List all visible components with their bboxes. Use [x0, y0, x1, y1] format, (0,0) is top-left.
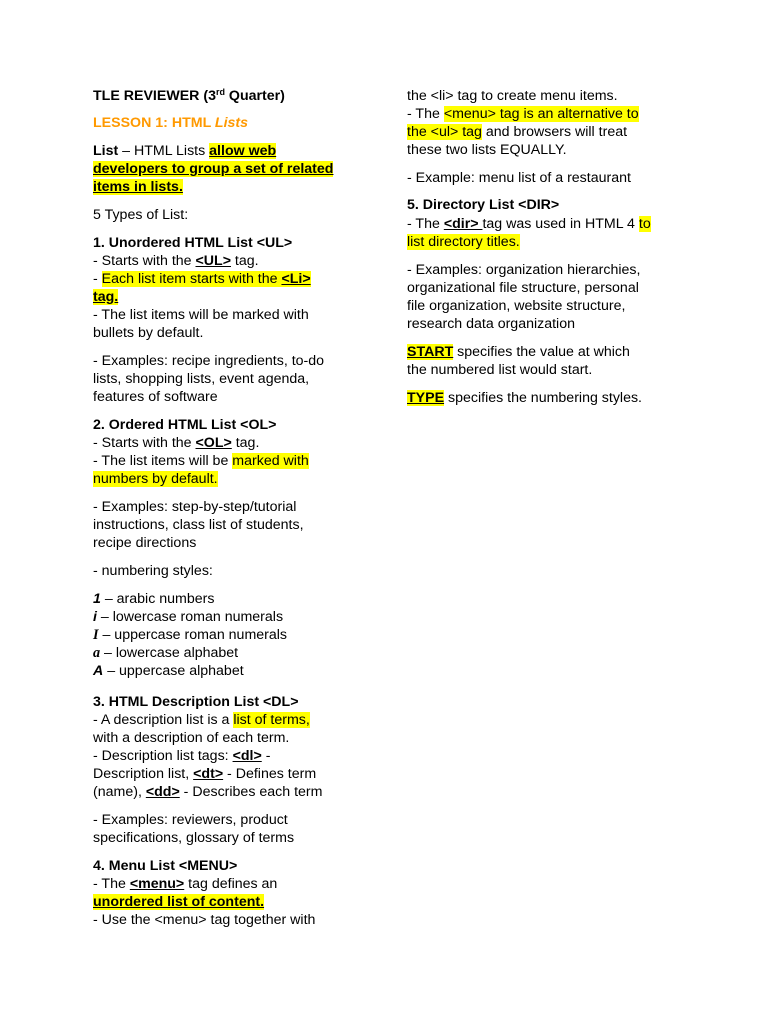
numbering-style-upper-alpha [93, 662, 244, 680]
lesson-heading-italic: Lists [214, 115, 249, 131]
dir-line-2-highlight: list directory titles. [407, 234, 520, 250]
dir-examples-2: organizational file structure, personal [407, 280, 639, 296]
intro-line-1 [93, 142, 276, 160]
dl-examples-1: - Examples: reviewers, product [93, 812, 288, 828]
menu-example: - Example: menu list of a restaurant [407, 170, 631, 186]
dl-line-1-highlight: list of terms, [233, 712, 310, 728]
dl-heading: 3. HTML Description List <DL> [93, 694, 299, 710]
ol-line-2-text: - The list items will be [93, 453, 233, 469]
numbering-style-lower-roman [93, 608, 283, 626]
menu-heading: 4. Menu List <MENU> [93, 858, 238, 874]
dl-line-3 [93, 747, 270, 765]
ol-line-1-text: - Starts with the [93, 435, 196, 451]
menu-line-2 [93, 893, 264, 911]
ol-line-1-suffix: tag. [231, 435, 260, 451]
ul-line-1-suffix: tag. [230, 253, 259, 269]
menu-line-4: the <li> tag to create menu items. [407, 88, 618, 104]
numbering-symbol: 1 [93, 591, 101, 607]
ol-examples-2: instructions, class list of students, [93, 517, 304, 533]
numbering-symbol: a [93, 645, 101, 661]
ol-heading: 2. Ordered HTML List <OL> [93, 417, 277, 433]
menu-line-3: - Use the <menu> tag together with [93, 912, 316, 928]
ul-examples-3: features of software [93, 389, 218, 405]
dd-tag: <dd> [145, 784, 180, 800]
dir-heading: 5. Directory List <DIR> [407, 197, 560, 213]
start-line-1-text: specifies the value at which [453, 344, 630, 360]
lesson-heading [93, 114, 248, 132]
dir-examples-4: research data organization [407, 316, 575, 332]
ul-line-2-dash: - [93, 271, 102, 287]
ol-examples-3: recipe directions [93, 535, 197, 551]
numbering-description: – arabic numbers [100, 591, 215, 607]
dl-examples-2: specifications, glossary of terms [93, 830, 295, 846]
ul-line-3 [93, 288, 118, 306]
start-term: START [407, 344, 454, 360]
dl-line-4 [93, 765, 316, 783]
intro-highlight-1: allow web [209, 143, 277, 159]
dir-line-1 [407, 215, 651, 233]
numbering-style-arabic [93, 590, 214, 608]
numbering-symbol: i [93, 609, 97, 625]
intro-highlight-2: developers to group a set of related [93, 161, 334, 177]
ul-line-5: bullets by default. [93, 325, 204, 341]
lesson-heading-text: LESSON 1: HTML [93, 115, 215, 131]
dl-line-5-text: (name), [93, 784, 146, 800]
dir-examples-3: file organization, website structure, [407, 298, 626, 314]
ol-examples-1: - Examples: step-by-step/tutorial [93, 499, 297, 515]
title-text: TLE REVIEWER (3 [93, 88, 216, 104]
dl-line-4-suffix: - Defines term [223, 766, 317, 782]
dir-line-2 [407, 233, 520, 251]
ul-line-2-highlight: Each list item starts with the [101, 271, 282, 287]
dl-line-5-suffix: - Describes each term [179, 784, 323, 800]
ol-tag: <OL> [195, 435, 232, 451]
dl-line-3-text: - Description list tags: [93, 748, 233, 764]
numbering-style-lower-alpha [93, 644, 238, 662]
menu-line-1 [93, 875, 277, 893]
menu-line-6-text: and browsers will treat [481, 124, 628, 140]
numbering-description: – lowercase roman numerals [96, 609, 284, 625]
types-count: 5 Types of List: [93, 207, 189, 223]
numbering-symbol: I [93, 627, 99, 643]
title-suffix: Quarter) [224, 88, 285, 104]
dl-line-5 [93, 783, 322, 801]
numbering-description: – lowercase alphabet [100, 645, 239, 661]
dl-line-4-text: Description list, [93, 766, 194, 782]
menu-line-1-text: - The [93, 876, 130, 892]
type-term: TYPE [407, 390, 445, 406]
dir-line-1-highlight: to [638, 216, 651, 232]
dl-line-1-text: - A description list is a [93, 712, 234, 728]
dl-line-2: with a description of each term. [93, 730, 290, 746]
menu-line-7: these two lists EQUALLY. [407, 142, 567, 158]
intro-term: List [93, 143, 119, 159]
numbering-styles-label: - numbering styles: [93, 563, 213, 579]
ul-line-1-text: - Starts with the [93, 253, 196, 269]
ol-line-2 [93, 452, 309, 470]
ul-heading: 1. Unordered HTML List <UL> [93, 235, 293, 251]
ul-line-1 [93, 252, 259, 270]
ul-line-4: - The list items will be marked with [93, 307, 309, 323]
ul-line-3-highlight: tag. [93, 289, 119, 305]
numbering-description: – uppercase roman numerals [98, 627, 288, 643]
ul-line-2 [93, 270, 311, 288]
menu-line-6-highlight: the <ul> tag [407, 124, 482, 140]
start-line-2: the numbered list would start. [407, 362, 593, 378]
dl-tag: <dl> [232, 748, 262, 764]
dir-tag: <dir> [443, 216, 483, 232]
ol-line-1 [93, 434, 259, 452]
document-title [93, 87, 285, 105]
numbering-description: – uppercase alphabet [103, 663, 244, 679]
menu-line-5-highlight: <menu> tag is an alternative to [443, 106, 639, 122]
start-line-1 [407, 343, 630, 361]
li-tag: <Li> [281, 271, 311, 287]
numbering-style-upper-roman [93, 626, 287, 644]
intro-text: – HTML Lists [118, 143, 210, 159]
title-superscript: rd [215, 87, 225, 97]
menu-line-1-suffix: tag defines an [184, 876, 278, 892]
ol-line-3-highlight: numbers by default. [93, 471, 218, 487]
dl-line-3-suffix: - [261, 748, 271, 764]
intro-line-3 [93, 178, 183, 196]
numbering-symbol: A [93, 663, 104, 679]
dir-examples-1: - Examples: organization hierarchies, [407, 262, 641, 278]
menu-tag: <menu> [129, 876, 185, 892]
ul-tag: <UL> [195, 253, 231, 269]
ul-examples-1: - Examples: recipe ingredients, to-do [93, 353, 325, 369]
menu-line-5 [407, 105, 639, 123]
dir-line-1-middle: tag was used in HTML 4 [482, 216, 639, 232]
ul-examples-2: lists, shopping lists, event agenda, [93, 371, 310, 387]
ol-line-2-highlight: marked with [232, 453, 309, 469]
intro-line-2 [93, 160, 333, 178]
dt-tag: <dt> [193, 766, 224, 782]
menu-line-5-text: - The [407, 106, 444, 122]
type-line-1-text: specifies the numbering styles. [444, 390, 642, 406]
menu-line-6 [407, 123, 627, 141]
menu-line-2-highlight: unordered list of content. [93, 894, 265, 910]
dl-line-1 [93, 711, 310, 729]
ol-line-3 [93, 470, 218, 488]
intro-highlight-3: items in lists. [93, 179, 183, 195]
type-line-1 [407, 389, 642, 407]
dir-line-1-text: - The [407, 216, 444, 232]
